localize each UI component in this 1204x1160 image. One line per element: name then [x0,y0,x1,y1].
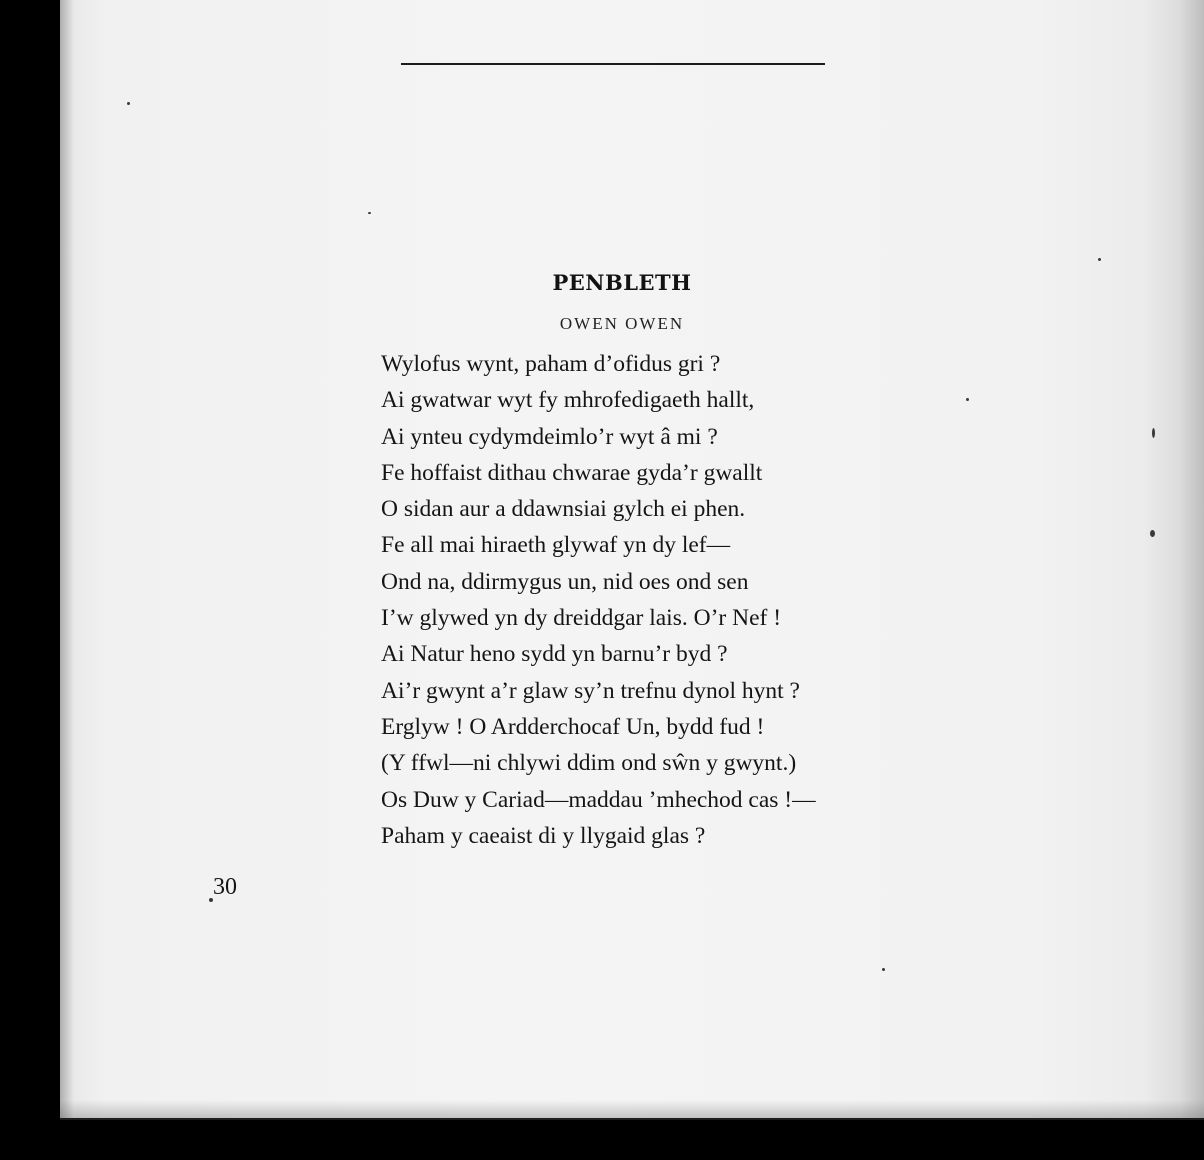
scan-speck [882,968,885,971]
poem-line: Ai ynteu cydymdeimlo’r wyt â mi ? [381,423,718,450]
poem-line: Ai Natur heno sydd yn barnu’r byd ? [381,641,728,668]
poem-line: Paham y caeaist di y llygaid glas ? [381,822,706,849]
scan-speck [1152,428,1155,438]
scan-speck [1150,530,1155,537]
poem-line: Erglyw ! O Ardderchocaf Un, bydd fud ! [381,713,765,740]
poem-stanza [381,346,941,854]
scan-speck [966,398,969,401]
poem-title: PENBLETH [552,270,692,295]
header-rule [401,63,825,65]
poem-line: Os Duw y Cariad—maddau ’mhechod cas !— [381,786,816,813]
poem-line: Fe hoffaist dithau chwarae gyda’r gwallt [381,459,763,486]
gutter-shadow [60,0,74,1118]
poem-line: Ai’r gwynt a’r glaw sy’n trefnu dynol hynt ? [381,677,800,704]
scan-speck [1098,258,1101,261]
poem-line: I’w glywed yn dy dreiddgar lais. O’r Nef ! [381,605,782,632]
poem-line: (Y ffwl—ni chlywi ddim ond sŵn y gwynt.) [381,750,797,777]
scan-speck [209,898,213,902]
scan-speck [368,212,371,214]
poem-line: Ai gwatwar wyt fy mhrofedigaeth hallt, [381,387,755,414]
page-number: 30 [213,874,237,900]
poem-line: Wylofus wynt, paham d’ofidus gri ? [381,351,721,377]
poem-line: O sidan aur a ddawnsiai gylch ei phen. [381,496,746,523]
right-page-edge [1144,0,1204,1118]
poem-author: OWEN OWEN [559,314,685,333]
scan-speck [127,102,130,105]
bottom-page-edge [60,1100,1204,1120]
poem-line: Ond na, ddirmygus un, nid oes ond sen [381,568,749,595]
poem-line: Fe all mai hiraeth glywaf yn dy lef— [381,532,731,559]
